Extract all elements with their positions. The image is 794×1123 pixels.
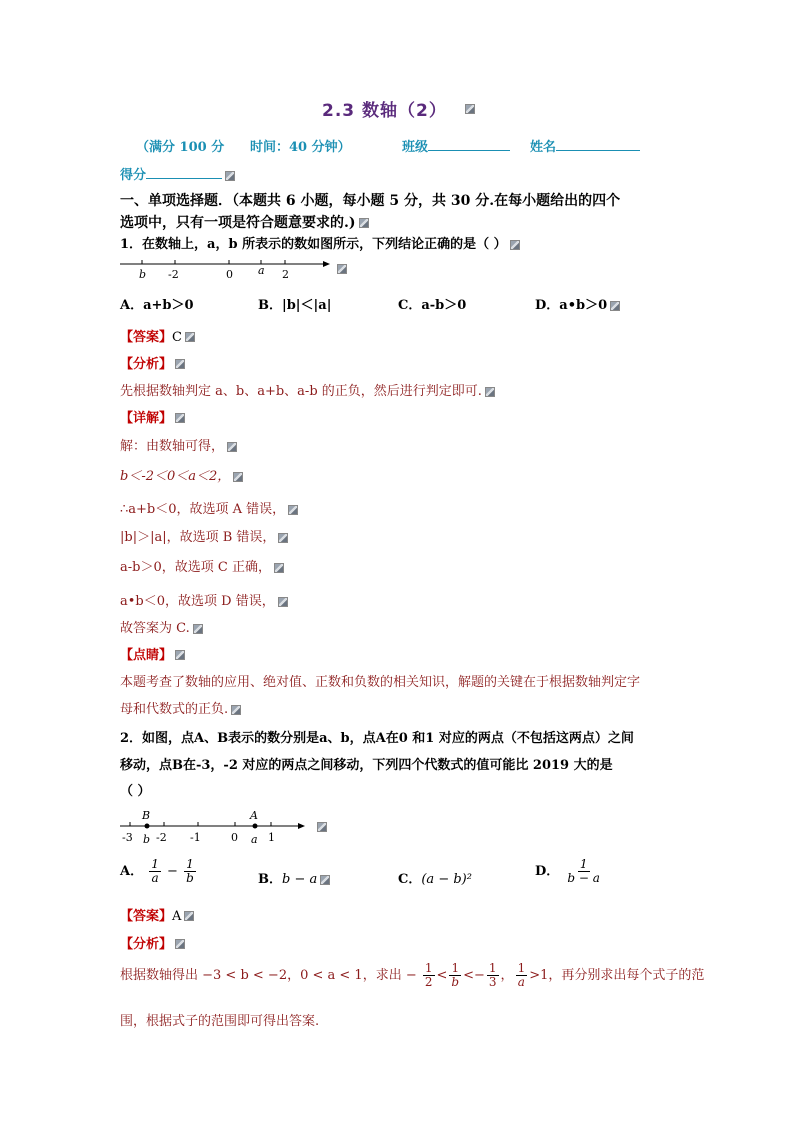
nl2-label-0: 0	[231, 831, 238, 844]
class-label: 班级	[402, 136, 510, 155]
nl2-label-neg3: -3	[122, 831, 133, 844]
q2-option-d[interactable]: D． $\frac{1}{b - a}$	[535, 857, 600, 885]
edit-marker-icon	[184, 911, 194, 921]
edit-marker-icon	[465, 104, 475, 114]
q2-option-a[interactable]: A． $\frac{1}{a}$ − $\frac{1}{b}$	[120, 857, 194, 885]
q1-answer: 【答案】C	[120, 326, 195, 345]
q1-comment-tag: 【点睛】	[120, 644, 185, 663]
q1-comment-line2: 母和代数式的正负.	[120, 698, 241, 717]
edit-marker-icon	[231, 705, 241, 715]
point-b	[145, 824, 150, 829]
edit-marker-icon	[193, 624, 203, 634]
edit-marker-icon	[610, 301, 620, 311]
nl2-label-neg2: -2	[156, 831, 167, 844]
number-line-q2	[118, 808, 318, 848]
edit-marker-icon	[274, 563, 284, 573]
q1-analysis-tag: 【分析】	[120, 353, 185, 372]
edit-marker-icon	[175, 359, 185, 369]
question-1-stem: 1．在数轴上，a，b 所表示的数如图所示，下列结论正确的是（ ）	[120, 233, 520, 252]
edit-marker-icon	[175, 939, 185, 949]
score-label: 得分	[120, 164, 235, 183]
edit-marker-icon	[320, 875, 330, 885]
section-heading-line1: 一、单项选择题．（本题共 6 小题，每小题 5 分，共 30 分.在每小题给出的四个	[120, 193, 621, 209]
question-2-stem-line3: （ ）	[120, 784, 151, 799]
q1-option-b[interactable]: B．|b|＜|a|	[258, 298, 332, 313]
edit-marker-icon	[278, 597, 288, 607]
nl1-label-2: 2	[282, 268, 289, 281]
nl2-label-b: b	[143, 833, 151, 846]
q1-option-c[interactable]: C．a-b＞0	[398, 298, 467, 313]
name-blank[interactable]	[556, 138, 640, 151]
full-score: （满分 100 分	[136, 140, 225, 155]
q1-detail-line: 解：由数轴可得，	[120, 435, 237, 454]
q1-detail-line: b＜-2＜0＜a＜2，	[120, 465, 243, 484]
question-2-stem-line1: 2．如图，点A、B表示的数分别是a、b，点A在0 和1 对应的两点（不包括这两点）之间	[120, 731, 634, 746]
section-heading-line2: 选项中，只有一项是符合题意要求的.)	[120, 212, 369, 232]
q1-detail-tag: 【详解】	[120, 407, 185, 426]
nl1-label-0: 0	[226, 268, 233, 281]
q1-detail-line: |b|＞|a|，故选项 B 错误，	[120, 526, 288, 545]
time-limit: 时间：40 分钟）	[250, 140, 351, 155]
edit-marker-icon	[225, 171, 235, 181]
edit-marker-icon	[227, 442, 237, 452]
q2-option-b[interactable]: B．b − a	[258, 868, 330, 887]
score-blank[interactable]	[146, 166, 222, 179]
nl1-label-a: a	[258, 264, 265, 277]
edit-marker-icon	[175, 413, 185, 423]
edit-marker-icon	[288, 505, 298, 515]
edit-marker-icon	[510, 240, 520, 250]
edit-marker-icon	[337, 264, 347, 274]
nl2-label-a: a	[251, 833, 258, 846]
nl2-label-neg1: -1	[190, 831, 201, 844]
nl2-point-label-a: A	[250, 809, 258, 822]
q2-analysis-line2: 围，根据式子的范围即可得出答案.	[120, 1014, 320, 1029]
q1-detail-line: a-b＞0，故选项 C 正确，	[120, 556, 284, 575]
q1-detail-line: ∴a+b＜0，故选项 A 错误，	[120, 498, 298, 517]
q1-detail-line: a•b＜0，故选项 D 错误，	[120, 590, 288, 609]
q2-analysis-line1: 根据数轴得出 −3 < b < −2，0 < a < 1，求出 − $\frac{1}{2}$ < $\frac{1}{b}$ <− $\frac{1}{3}$ ， $\frac{1}{a}$ >1，再分别求出每个式子的范	[120, 961, 705, 989]
nl2-point-label-b: B	[142, 809, 151, 822]
q1-detail-line: 故答案为 C.	[120, 617, 203, 636]
edit-marker-icon	[233, 472, 243, 482]
q1-analysis-text: 先根据数轴判定 a、b、a+b、a-b 的正负，然后进行判定即可.	[120, 380, 495, 399]
nl2-label-1: 1	[268, 831, 275, 844]
q2-answer: 【答案】A	[120, 905, 194, 924]
q1-option-a[interactable]: A．a+b＞0	[120, 298, 194, 313]
edit-marker-icon	[359, 218, 369, 228]
edit-marker-icon	[185, 332, 195, 342]
question-2-stem-line2: 移动，点B在-3，-2 对应的两点之间移动，下列四个代数式的值可能比 2019 大的是	[120, 758, 613, 773]
nl1-label-b: b	[139, 268, 147, 281]
point-a	[253, 824, 258, 829]
edit-marker-icon	[317, 822, 327, 832]
number-line-q1	[118, 256, 348, 282]
q2-option-c[interactable]: C．(a − b)²	[398, 872, 472, 887]
class-blank[interactable]	[428, 138, 510, 151]
q1-comment-line1: 本题考查了数轴的应用、绝对值、正数和负数的相关知识，解题的关键在于根据数轴判定字	[120, 675, 641, 690]
q1-option-d[interactable]: D．a•b＞0	[535, 294, 620, 313]
edit-marker-icon	[175, 650, 185, 660]
edit-marker-icon	[278, 533, 288, 543]
edit-marker-icon	[485, 387, 495, 397]
q2-analysis-tag: 【分析】	[120, 933, 185, 952]
page-title: 2.3 数轴（2）	[322, 101, 447, 121]
nl1-label-neg2: -2	[168, 268, 179, 281]
name-label: 姓名	[530, 136, 640, 155]
